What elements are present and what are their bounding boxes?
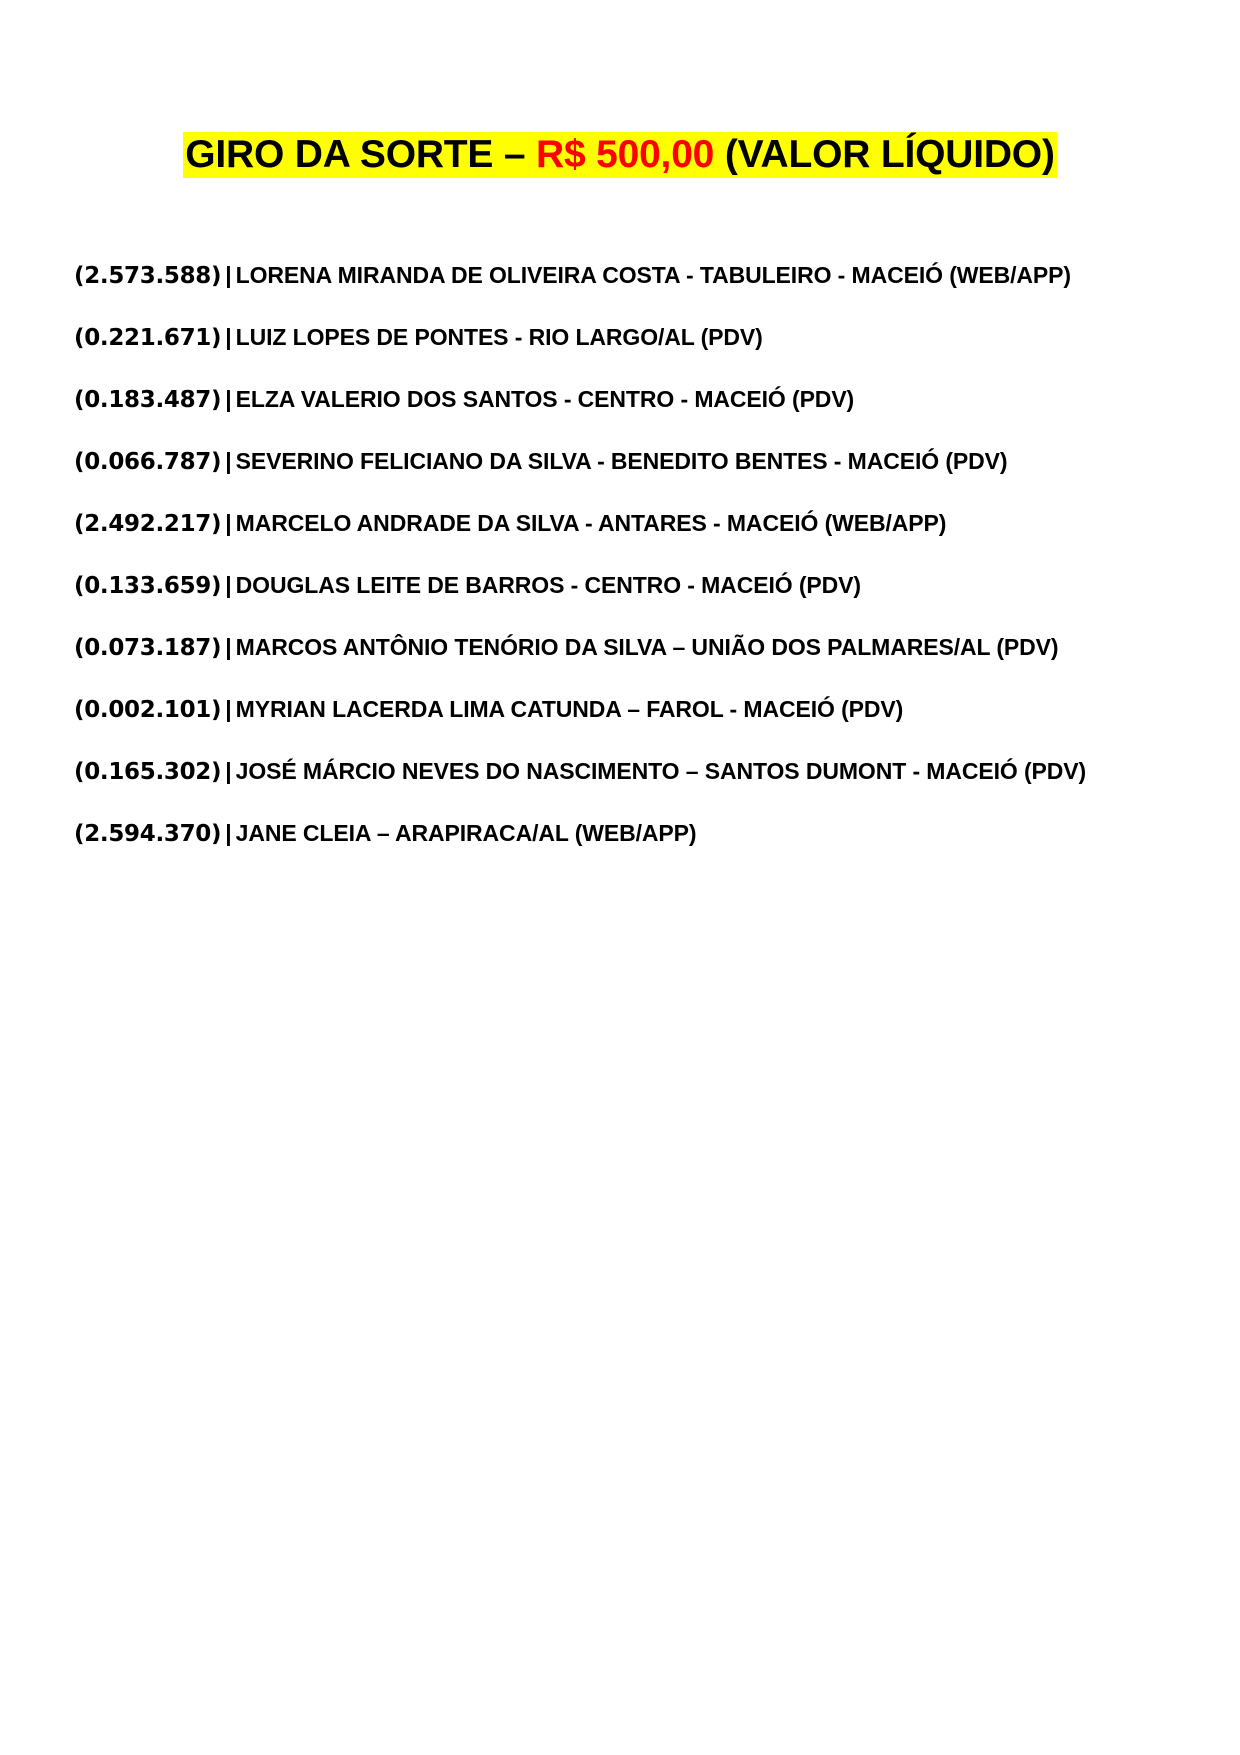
separator: | (225, 324, 232, 350)
list-item (74, 260, 1194, 322)
list-item (74, 446, 1194, 508)
separator: | (225, 696, 232, 722)
winner-info: MARCELO ANDRADE DA SILVA - ANTARES - MACEIÓ (WEB/APP) (235, 510, 947, 536)
winner-info: LORENA MIRANDA DE OLIVEIRA COSTA - TABULEIRO - MACEIÓ (WEB/APP) (235, 262, 1071, 288)
ticket-code: (0.221.671) (74, 325, 222, 351)
list-item (74, 322, 1194, 384)
winner-info: MYRIAN LACERDA LIMA CATUNDA – FAROL - MACEIÓ (PDV) (235, 696, 904, 722)
separator: | (225, 262, 232, 288)
ticket-code: (0.002.101) (74, 697, 222, 723)
winner-info: ELZA VALERIO DOS SANTOS - CENTRO - MACEIÓ (PDV) (235, 386, 855, 412)
ticket-code: (0.133.659) (74, 573, 222, 599)
separator: | (225, 572, 232, 598)
list-item (74, 384, 1194, 446)
list-item (74, 632, 1194, 694)
ticket-code: (2.492.217) (74, 511, 222, 537)
ticket-code: (0.073.187) (74, 635, 222, 661)
ticket-code: (0.066.787) (74, 449, 222, 475)
page-title (183, 132, 1056, 178)
winner-info: LUIZ LOPES DE PONTES - RIO LARGO/AL (PDV) (235, 324, 763, 350)
list-item (74, 818, 1194, 880)
list-item (74, 694, 1194, 756)
title-amount: R$ 500,00 (536, 133, 715, 176)
winner-info: MARCOS ANTÔNIO TENÓRIO DA SILVA – UNIÃO DOS PALMARES/AL (PDV) (235, 634, 1059, 660)
list-item (74, 570, 1194, 632)
title-prefix: GIRO DA SORTE – (185, 133, 536, 176)
separator: | (225, 820, 232, 846)
separator: | (225, 448, 232, 474)
winner-info: JOSÉ MÁRCIO NEVES DO NASCIMENTO – SANTOS DUMONT - MACEIÓ (PDV) (235, 758, 1087, 784)
ticket-code: (2.573.588) (74, 263, 222, 289)
ticket-code: (0.183.487) (74, 387, 222, 413)
winner-info: JANE CLEIA – ARAPIRACA/AL (WEB/APP) (235, 820, 697, 846)
separator: | (225, 510, 232, 536)
title-container (0, 132, 1240, 178)
separator: | (225, 758, 232, 784)
list-item (74, 756, 1194, 818)
separator: | (225, 386, 232, 412)
separator: | (225, 634, 232, 660)
ticket-code: (0.165.302) (74, 759, 222, 785)
winner-info: DOUGLAS LEITE DE BARROS - CENTRO - MACEIÓ (PDV) (235, 572, 861, 598)
list-item (74, 508, 1194, 570)
ticket-code: (2.594.370) (74, 821, 222, 847)
winner-info: SEVERINO FELICIANO DA SILVA - BENEDITO BENTES - MACEIÓ (PDV) (235, 448, 1008, 474)
title-suffix: (VALOR LÍQUIDO) (714, 133, 1055, 176)
winners-list (74, 260, 1194, 880)
